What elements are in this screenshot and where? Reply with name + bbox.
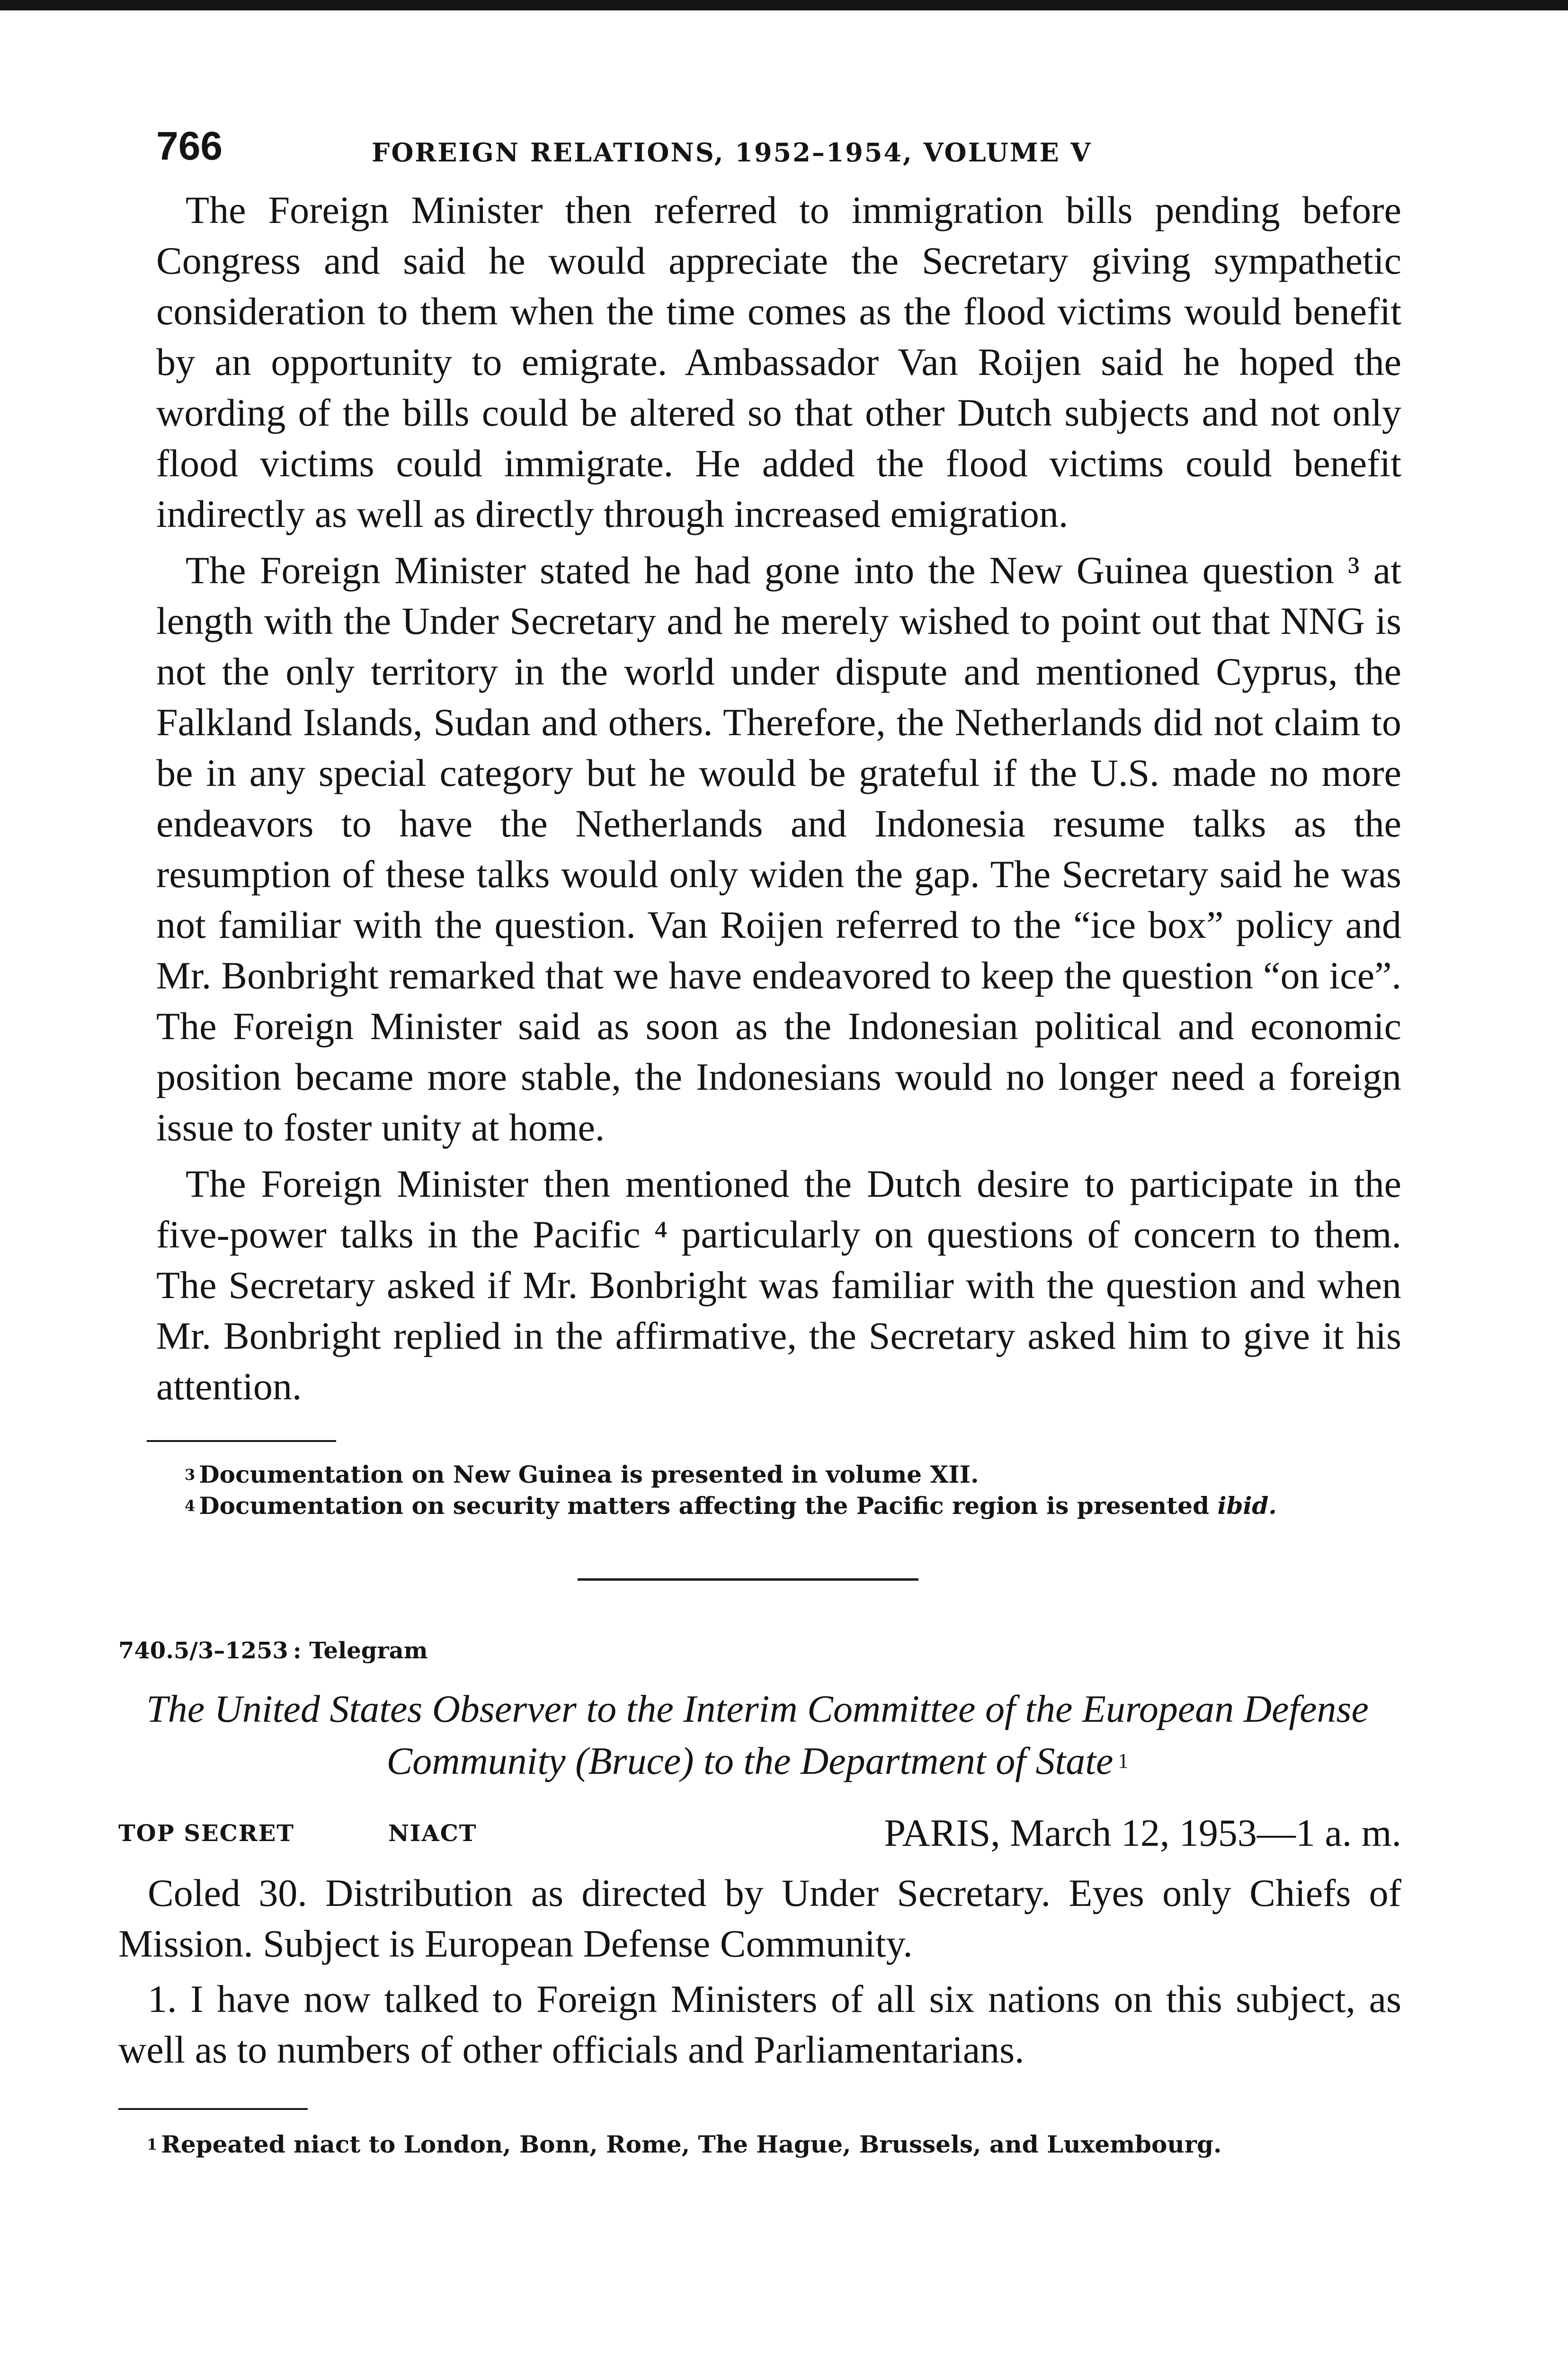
footnote-ibid: ibid. (1217, 1492, 1277, 1520)
page (118, 109, 1416, 2160)
footnote-text: Documentation on New Guinea is presented in volume XII. (199, 1460, 979, 1488)
file-reference (118, 1637, 1416, 1664)
footnote-3 (118, 1459, 1416, 1490)
running-head (118, 109, 1416, 185)
footnote-mark: 3 (185, 1466, 196, 1484)
top-border (0, 0, 1568, 10)
footnote-mark: 1 (147, 2136, 158, 2153)
telegram-paragraph-1: Coled 30. Distribution as directed by Under Secretary. Eyes only Chiefs of Mission. Subject is European Defense Community. (118, 1871, 1401, 1965)
footnote-1 (118, 2129, 1416, 2160)
heading-footnote-mark: 1 (1118, 1749, 1129, 1772)
classification: TOP SECRET (118, 1820, 294, 1847)
body-paragraph-3: The Foreign Minister then mentioned the Dutch desire to participate in the five-power talks in the Pacific ⁴ particularly on questions of concern to them. The Secretary asked if Mr. Bonbright was familiar with the question and when Mr. Bonbright replied in the affirmative, the Secretary asked him to give it his attention. (156, 1162, 1401, 1408)
file-number: 740.5/3–1253 (118, 1637, 288, 1664)
telegram-paragraph-2: 1. I have now talked to Foreign Ministers of all six nations on this subject, as well as to numbers of other officials and Parliamentarians. (118, 1977, 1401, 2071)
document-type: : Telegram (293, 1637, 428, 1664)
footnote-mark: 4 (185, 1497, 196, 1515)
document-heading (118, 1683, 1416, 1787)
footnote-4 (118, 1490, 1416, 1522)
footnote-divider (147, 1440, 336, 1442)
running-title: FOREIGN RELATIONS, 1952–1954, VOLUME V (372, 137, 1092, 168)
section-divider (578, 1578, 918, 1581)
page-number: 766 (156, 124, 223, 168)
dateline-row (118, 1806, 1416, 1863)
body-paragraph-2: The Foreign Minister stated he had gone into the New Guinea question ³ at length with the Under Secretary and he merely wished to point out that NNG is not the only territory in the world under dispute and mentioned Cyprus, the Falkland Islands, Sudan and others. Therefore, the Netherlands did not claim to be in any special category but he would be grateful if the U.S. made no more endeavors to have the Netherlands and Indonesia resume talks as the resumption of these talks would only widen the gap. The Secretary said he was not familiar with the question. Van Roijen referred to the “ice box” policy and Mr. Bonbright remarked that we have endeavored to keep the question “on ice”. The Foreign Minister said as soon as the Indonesian political and economic position became more stable, the Indonesians would no longer need a foreign issue to foster unity at home. (156, 549, 1401, 1149)
channel: NIACT (388, 1820, 477, 1847)
footnote-divider-bottom (118, 2108, 308, 2110)
footnote-text: Repeated niact to London, Bonn, Rome, The Hague, Brussels, and Luxembourg. (161, 2130, 1222, 2158)
heading-text: The United States Observer to the Interim Committee of the European Defense Community (Bruce) to the Department of State (146, 1687, 1369, 1782)
dateline: PARIS, March 12, 1953—1 a. m. (884, 1811, 1401, 1854)
footnote-text: Documentation on security matters affecting the Pacific region is presented (199, 1492, 1210, 1520)
body-paragraph-1: The Foreign Minister then referred to immigration bills pending before Congress and said he would appreciate the Secretary giving sympathetic consideration to them when the time comes as the flood victims would benefit by an opportunity to emigrate. Ambassador Van Roijen said he hoped the wording of the bills could be altered so that other Dutch subjects and not only flood victims could immigrate. He added the flood victims could benefit indirectly as well as directly through increased emigration. (156, 188, 1401, 535)
